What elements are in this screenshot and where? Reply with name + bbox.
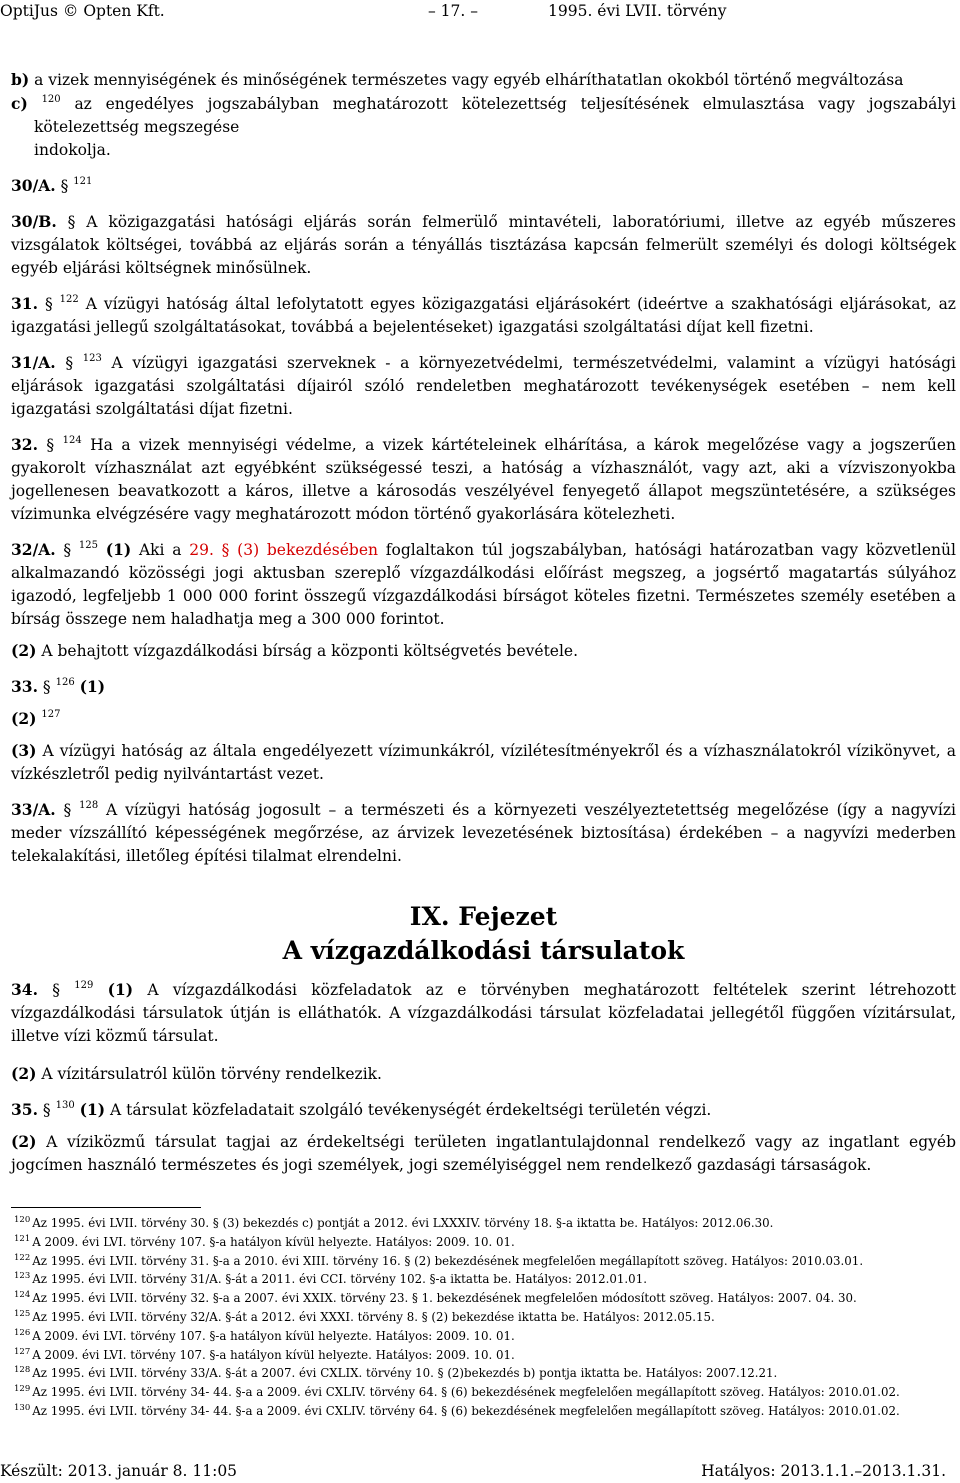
- section-text: A közigazgatási hatósági eljárás során felmerülő mintavételi, laboratóriumi, illetve az egyéb műszeres vizsgálatok költségei, továbbá az eljárás során a tényállás tisztázása kapcsán felmerült személyi és dologi költségek egyéb eljárási költségnek minősülnek.: [11, 213, 956, 277]
- section-number: 32.: [11, 435, 38, 454]
- footer-created: Készült: 2013. január 8. 11:05: [0, 1462, 238, 1480]
- footnote-number: 124: [14, 1290, 31, 1301]
- section-33-paragraph-3: [11, 739, 956, 786]
- section-32a-paragraph-2: [11, 639, 956, 663]
- paragraph-label: (1): [107, 980, 134, 999]
- section-text: A vízügyi igazgatási szerveknek - a környezetvédelmi, természetvédelmi, valamint a vízügyi hatósági eljárások igazgatási szolgáltatási díjairól szóló rendeletben meghatározott tevékenységek esetében – nem kell igazgatási szolgáltatási díjat fizetni.: [11, 354, 956, 418]
- footnote: [14, 1383, 956, 1402]
- cross-reference-link[interactable]: 29.: [189, 541, 214, 559]
- section-30a: [11, 174, 956, 198]
- section-sign: §: [63, 801, 72, 819]
- section-text: A vízügyi hatóság jogosult – a természeti és a környezeti veszélyeztetettség megelőzése (így a nagyvízi meder vízszállító képességének megőrzése, az árvizek levezetésének biztosítása) érdekében – a nagyvízi mederben telekalakítási, illetőleg építési tilalmat elrendelni.: [11, 801, 956, 865]
- footnotes: [14, 1214, 956, 1421]
- paragraph-label: (2): [11, 1132, 37, 1151]
- section-sign: §: [42, 678, 51, 696]
- footnote: [14, 1289, 956, 1308]
- section-sign: §: [44, 295, 53, 313]
- paragraph-text: foglaltakon túl jogszabályban, hatósági határozatban vagy közvetlenül alkalmazandó közösségi jogi aktusban szereplő vízgazdálkodási előírást megszeg, a jogsértő magatartás súlyához igazodó, legfeljebb 1 000 000 forint összegű vízgazdálkodási bírságot köteles fizetni. Természetes személy esetében a bírság összege nem haladhatja meg a 300 000 forintot.: [11, 541, 956, 628]
- footnote-ref[interactable]: 120: [41, 94, 61, 105]
- section-number: 30/A.: [11, 176, 56, 195]
- footnote-ref[interactable]: 128: [79, 800, 99, 811]
- paragraph-text: A vízügyi hatóság az általa engedélyezett vízimunkákról, vízilétesítményekről és a vízhasználatokról vízikönyvet, a vízkészletről pedig nyilvántartást vezet.: [11, 742, 956, 783]
- footnote: [14, 1233, 956, 1252]
- paragraph-label: (1): [79, 677, 106, 696]
- section-31: [11, 292, 956, 339]
- paragraph-label: (2): [11, 1064, 37, 1083]
- section-32: [11, 433, 956, 526]
- section-35: [11, 1098, 956, 1122]
- footnote-ref[interactable]: 126: [55, 677, 75, 688]
- footnote: [14, 1270, 956, 1289]
- paragraph-text: A behajtott vízgazdálkodási bírság a központi költségvetés bevétele.: [41, 642, 579, 660]
- section-text: A vízügyi hatóság által lefolytatott egyes közigazgatási eljárásokért (ideértve a szakhatósági eljárásokat, az igazgatási jellegű szolgáltatásokat, továbbá a bejelentéseket) igazgatási szolgáltatási díjat kell fizetni.: [11, 295, 956, 336]
- footnote-ref[interactable]: 129: [74, 980, 94, 991]
- footnote-text: Az 1995. évi LVII. törvény 33/A. §-át a 2007. évi CXLIX. törvény 10. § (2)bekezdés b) pontja iktatta be. Hatályos: 2007.12.21.: [32, 1366, 778, 1381]
- section-number: 35.: [11, 1100, 38, 1119]
- footnote: [14, 1214, 956, 1233]
- chapter-number: IX. Fejezet: [409, 902, 558, 931]
- footnote: [14, 1327, 956, 1346]
- paragraph-label: (1): [105, 540, 132, 559]
- footnote-text: Az 1995. évi LVII. törvény 32/A. §-át a 2012. évi XXXI. törvény 8. § (2) bekezdése iktatta be. Hatályos: 2012.05.15.: [32, 1309, 715, 1324]
- footnote-text: Az 1995. évi LVII. törvény 31/A. §-át a 2011. évi CCI. törvény 102. §-a iktatta be. Hatályos: 2012.01.01.: [32, 1272, 647, 1287]
- paragraph-text: A vízitársulatról külön törvény rendelkezik.: [41, 1065, 382, 1083]
- page-footer: [0, 1460, 960, 1481]
- footnote-text: A 2009. évi LVI. törvény 107. §-a hatályon kívül helyezte. Hatályos: 2009. 10. 01.: [32, 1347, 515, 1362]
- cross-reference-link[interactable]: § (3) bekezdésében: [221, 541, 378, 559]
- section-33a: [11, 798, 956, 868]
- footnote-ref[interactable]: 130: [55, 1100, 75, 1111]
- section-sign: §: [67, 213, 76, 231]
- footnote: [14, 1252, 956, 1271]
- section-34-paragraph-2: [11, 1062, 956, 1086]
- section-text: Ha a vizek mennyiségi védelme, a vizek kártételeinek elhárítása, a károk megelőzése vagy a jogszerűen gyakorolt vízhasználat azt egyébként szükségessé teszi, a hatóság a vízhasználót, vagy azt, aki a vízviszonyokba jogellenesen beavatkozott a káros, illetve a károsodás veszélyével fenyegető állapot megszüntetésére, a szükséges vízimunka elvégzésére vagy meghatározott módon történő gyakorlására kötelezheti.: [11, 436, 956, 523]
- footnote-number: 128: [14, 1365, 31, 1376]
- footnote-divider: [11, 1207, 201, 1208]
- footnote-ref[interactable]: 125: [78, 540, 98, 551]
- footnote-number: 130: [14, 1402, 31, 1413]
- header-page-number: – 17. –: [428, 2, 479, 20]
- header-publisher: OptiJus © Opten Kft.: [0, 2, 165, 20]
- footnote-text: Az 1995. évi LVII. törvény 34- 44. §-a a 2009. évi CXLIV. törvény 64. § (6) bekezdésének megfelelően megállapított szöveg. Hatályos: 2010.01.02.: [32, 1403, 900, 1418]
- document-body: [11, 68, 956, 1189]
- paragraph-label: (2): [11, 641, 37, 660]
- footnote-text: A 2009. évi LVI. törvény 107. §-a hatályon kívül helyezte. Hatályos: 2009. 10. 01.: [32, 1234, 515, 1249]
- footnote-text: Az 1995. évi LVII. törvény 32. §-a a 2007. évi XXIX. törvény 23. § 1. bekezdésének megfelelően módosított szöveg. Hatályos: 2007. 04. 30.: [32, 1291, 857, 1306]
- footnote-text: Az 1995. évi LVII. törvény 31. §-a a 2010. évi XIII. törvény 16. § (2) bekezdésének megfelelően megállapított szöveg. Hatályos: 2010.03.01.: [32, 1253, 864, 1268]
- header-law-title: 1995. évi LVII. törvény: [548, 2, 727, 20]
- footnote-number: 129: [14, 1384, 31, 1395]
- section-31a: [11, 351, 956, 421]
- paragraph-label: (1): [79, 1100, 106, 1119]
- footnote-ref[interactable]: 122: [59, 294, 79, 305]
- section-number: 34.: [11, 980, 38, 999]
- paragraph-label: (3): [11, 741, 37, 760]
- section-number: 31/A.: [11, 353, 56, 372]
- section-number: 30/B.: [11, 212, 57, 231]
- section-sign: §: [60, 177, 69, 195]
- section-33: [11, 675, 956, 699]
- section-34: [11, 978, 956, 1048]
- paragraph-text: A társulat közfeladatait szolgáló tevékenységét érdekeltségi területén végzi.: [110, 1101, 712, 1119]
- item-text: a vizek mennyiségének és minőségének természetes vagy egyéb elháríthatatlan okokból történő megváltozása: [34, 71, 904, 89]
- page-header: [0, 0, 960, 22]
- footnote-number: 122: [14, 1252, 31, 1263]
- section-number: 31.: [11, 294, 38, 313]
- section-sign: §: [46, 436, 55, 454]
- footnote-text: Az 1995. évi LVII. törvény 30. § (3) bekezdés c) pontját a 2012. évi LXXXIV. törvény 18. §-a iktatta be. Hatályos: 2012.06.30.: [32, 1216, 774, 1230]
- footnote-number: 126: [14, 1327, 31, 1338]
- section-number: 33.: [11, 677, 38, 696]
- section-32a: [11, 538, 956, 631]
- section-number: 32/A.: [11, 540, 56, 559]
- footnote-ref[interactable]: 127: [41, 709, 61, 720]
- footnote: [14, 1346, 956, 1365]
- item-b: [11, 68, 956, 92]
- paragraph-label: (2): [11, 709, 37, 728]
- footnote-number: 125: [14, 1308, 31, 1319]
- paragraph-text: A vízgazdálkodási közfeladatok az e törvényben meghatározott feltételek szerint létrehozott vízgazdálkodási társulatok útján is elláthatók. A vízgazdálkodási társulat közfeladatai jellegétől függően vízitársulat, illetve vízi közmű társulat.: [11, 981, 956, 1045]
- footnote-text: A 2009. évi LVI. törvény 107. §-a hatályon kívül helyezte. Hatályos: 2009. 10. 01.: [32, 1328, 515, 1343]
- section-33-paragraph-2: [11, 707, 956, 731]
- section-35-paragraph-2: [11, 1130, 956, 1177]
- items-tail: indokolja.: [34, 141, 111, 159]
- item-label: b): [11, 70, 30, 89]
- item-label: c): [11, 94, 28, 113]
- section-number: 33/A.: [11, 800, 56, 819]
- footer-effective: Hatályos: 2013.1.1.–2013.1.31.: [701, 1462, 946, 1480]
- footnote-ref[interactable]: 124: [62, 435, 82, 446]
- section-30b: [11, 210, 956, 280]
- chapter-title: A vízgazdálkodási társulatok: [282, 936, 685, 965]
- footnote-ref[interactable]: 121: [73, 176, 93, 187]
- item-text: az engedélyes jogszabályban meghatározott kötelezettség teljesítésének elmulasztása vagy jogszabályi kötelezettség megszegése: [34, 95, 956, 136]
- chapter-heading: [11, 900, 956, 968]
- footnote: [14, 1402, 956, 1421]
- footnote-number: 121: [14, 1233, 31, 1244]
- paragraph-text: A víziközmű társulat tagjai az érdekeltségi területen ingatlantulajdonnal rendelkező vagy az ingatlant egyéb jogcímen használó természetes és jogi személyek, jogi személyiséggel nem rendelkező gazdasági társaságok.: [11, 1133, 956, 1174]
- footnote-number: 120: [14, 1215, 31, 1225]
- item-c: [11, 92, 956, 139]
- footnote-ref[interactable]: 123: [82, 353, 102, 364]
- section-sign: §: [63, 541, 72, 559]
- footnote-text: Az 1995. évi LVII. törvény 34- 44. §-a a 2009. évi CXLIV. törvény 64. § (6) bekezdésének megfelelően megállapított szöveg. Hatályos: 2010.01.02.: [32, 1385, 900, 1400]
- section-sign: §: [65, 354, 74, 372]
- paragraph-text: Aki a: [138, 541, 182, 559]
- footnote: [14, 1364, 956, 1383]
- footnote-number: 123: [14, 1271, 31, 1282]
- footnote: [14, 1308, 956, 1327]
- section-sign: §: [52, 981, 60, 999]
- section-sign: §: [42, 1101, 51, 1119]
- footnote-number: 127: [14, 1346, 31, 1357]
